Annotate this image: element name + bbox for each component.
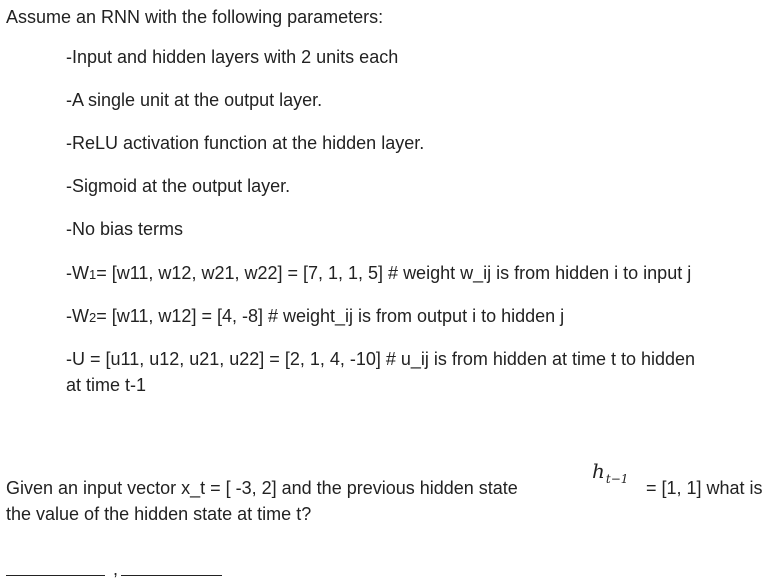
param-w1 (66, 262, 691, 286)
math-subscript: t−1 (605, 472, 629, 486)
previous-hidden-state-symbol (592, 460, 628, 485)
answer-separator: , (113, 559, 119, 579)
param-u-line1: -U = [u11, u12, u21, u22] = [2, 1, 4, -10] # u_ij is from hidden at time t to hidden (66, 349, 696, 369)
question-line1-start: Given an input vector x_t = [ -3, 2] and the previous hidden state (6, 478, 518, 498)
w2-subscript: 2 (88, 310, 97, 325)
w2-prefix: -W (66, 306, 89, 326)
answer-blank-1[interactable] (6, 575, 105, 576)
param-relu: -ReLU activation function at the hidden layer. (66, 133, 425, 153)
param-w2 (66, 305, 564, 329)
answer-blank-2[interactable] (121, 575, 222, 576)
param-units: -Input and hidden layers with 2 units each (66, 47, 399, 67)
question-line1-end: = [1, 1] what is (646, 478, 763, 498)
intro-text: Assume an RNN with the following parameters: (6, 7, 384, 27)
param-no-bias: -No bias terms (66, 219, 184, 239)
w1-subscript: 1 (88, 267, 97, 282)
math-variable: h (592, 459, 605, 483)
w2-definition: = [w11, w12] = [4, -8] # weight_ij is from output i to hidden j (96, 306, 565, 326)
question-line2: the value of the hidden state at time t? (6, 504, 312, 524)
w1-definition: = [w11, w12, w21, w22] = [7, 1, 1, 5] # weight w_ij is from hidden i to input j (96, 263, 692, 283)
w1-prefix: -W (66, 263, 89, 283)
param-output: -A single unit at the output layer. (66, 90, 323, 110)
param-sigmoid: -Sigmoid at the output layer. (66, 176, 291, 196)
param-u-line2: at time t-1 (66, 375, 147, 395)
